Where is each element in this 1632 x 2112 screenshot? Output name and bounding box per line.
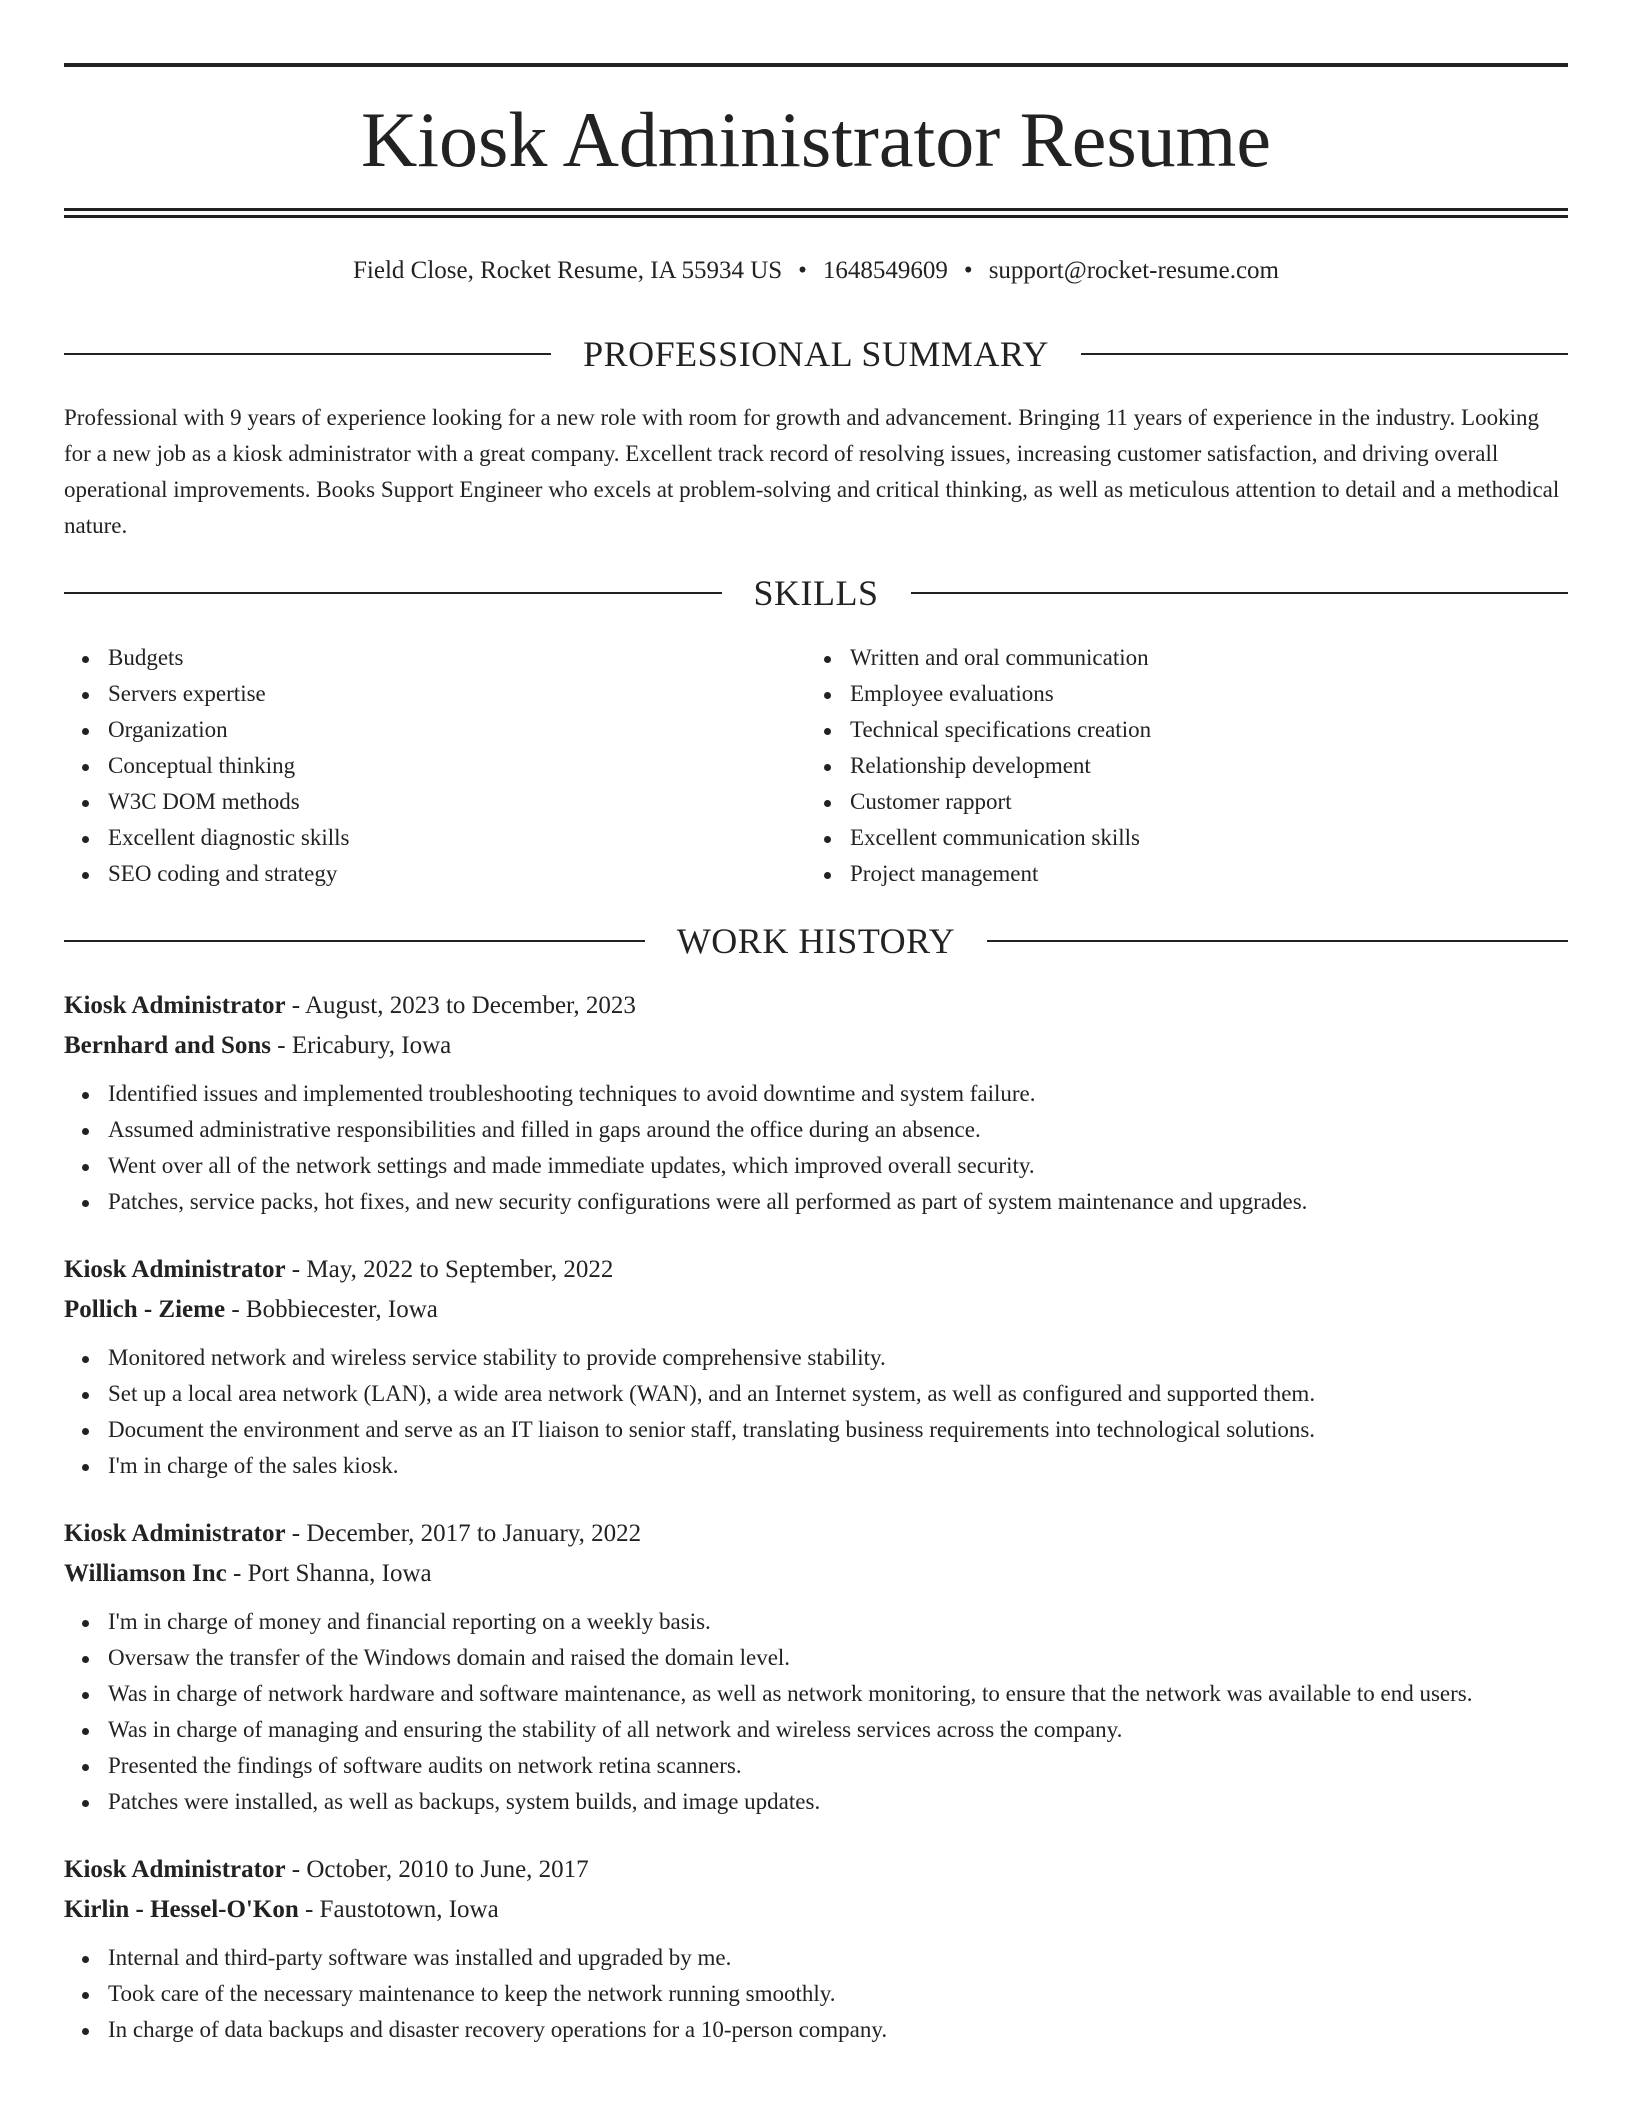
job-dates: December, 2017 to January, 2022 <box>306 1520 642 1547</box>
job-entry <box>64 1250 1568 1484</box>
job-title-line: Kiosk Administrator - December, 2017 to January, 2022 <box>64 1520 642 1547</box>
contact-address: Field Close, Rocket Resume, IA 55934 US <box>353 257 783 284</box>
skill-item: Written and oral communication <box>806 640 1506 676</box>
skills-list-left <box>64 640 764 892</box>
job-duty-item: Oversaw the transfer of the Windows domain and raised the domain level. <box>64 1640 1568 1676</box>
job-duty-item: Document the environment and serve as an IT liaison to senior staff, translating business requirements into technological solutions. <box>64 1412 1568 1448</box>
job-duty-item: Identified issues and implemented troubleshooting techniques to avoid downtime and system failure. <box>64 1076 1568 1112</box>
divider <box>64 353 551 355</box>
job-duty-item: I'm in charge of the sales kiosk. <box>64 1448 1568 1484</box>
job-title: Kiosk Administrator <box>64 1856 286 1883</box>
divider <box>911 592 1569 594</box>
job-company-line: Kirlin - Hessel-O'Kon - Faustotown, Iowa <box>64 1896 499 1923</box>
header-top-rule <box>64 63 1568 67</box>
job-title: Kiosk Administrator <box>64 1256 286 1283</box>
skill-item: SEO coding and strategy <box>64 856 764 892</box>
job-location: Bobbiecester, Iowa <box>245 1296 438 1323</box>
job-company-line: Williamson Inc - Port Shanna, Iowa <box>64 1560 432 1587</box>
job-entry <box>64 1514 1568 1820</box>
job-duty-item: Patches, service packs, hot fixes, and new security configurations were all performed as part of system maintenance and upgrades. <box>64 1184 1568 1220</box>
skill-item: Organization <box>64 712 764 748</box>
job-duties-list <box>64 1604 1568 1820</box>
job-dates: May, 2022 to September, 2022 <box>306 1256 614 1283</box>
job-location: Ericabury, Iowa <box>291 1032 452 1059</box>
skill-item: Servers expertise <box>64 676 764 712</box>
job-company-line: Bernhard and Sons - Ericabury, Iowa <box>64 1032 452 1059</box>
job-duty-item: I'm in charge of money and financial reporting on a weekly basis. <box>64 1604 1568 1640</box>
job-company: Williamson Inc <box>64 1560 227 1587</box>
job-duty-item: Presented the findings of software audits on network retina scanners. <box>64 1748 1568 1784</box>
contact-separator: • <box>798 257 807 284</box>
section-header-skills <box>64 571 1568 615</box>
resume-title: Kiosk Administrator Resume <box>361 96 1271 183</box>
job-entry <box>64 1850 1568 2048</box>
skill-item: W3C DOM methods <box>64 784 764 820</box>
divider <box>64 592 722 594</box>
skill-item: Budgets <box>64 640 764 676</box>
contact-phone: 1648549609 <box>822 257 948 284</box>
job-title: Kiosk Administrator <box>64 1520 286 1547</box>
job-dates: August, 2023 to December, 2023 <box>305 992 636 1019</box>
skill-item: Relationship development <box>806 748 1506 784</box>
job-company: Kirlin - Hessel-O'Kon <box>64 1896 299 1923</box>
job-location: Faustotown, Iowa <box>319 1896 499 1923</box>
job-location: Port Shanna, Iowa <box>247 1560 432 1587</box>
job-company-line: Pollich - Zieme - Bobbiecester, Iowa <box>64 1296 438 1323</box>
job-duty-item: Set up a local area network (LAN), a wide area network (WAN), and an Internet system, as well as configured and supported them. <box>64 1376 1568 1412</box>
divider <box>1081 353 1568 355</box>
job-duty-item: Monitored network and wireless service stability to provide comprehensive stability. <box>64 1340 1568 1376</box>
divider <box>987 940 1568 942</box>
section-header-work <box>64 919 1568 963</box>
skill-item: Conceptual thinking <box>64 748 764 784</box>
job-entry <box>64 986 1568 1220</box>
job-title-line: Kiosk Administrator - October, 2010 to June, 2017 <box>64 1856 589 1883</box>
job-duty-item: Assumed administrative responsibilities and filled in gaps around the office during an absence. <box>64 1112 1568 1148</box>
section-title-skills: SKILLS <box>753 573 879 613</box>
skill-item: Excellent communication skills <box>806 820 1506 856</box>
job-dates: October, 2010 to June, 2017 <box>306 1856 589 1883</box>
skill-item: Excellent diagnostic skills <box>64 820 764 856</box>
job-duty-item: Internal and third-party software was installed and upgraded by me. <box>64 1940 1568 1976</box>
professional-summary: Professional with 9 years of experience looking for a new role with room for growth and advancement. Bringing 11 years of experience in the industry. Looking for a new job as a kiosk administrator with a great company. Excellent track record of resolving issues, increasing customer satisfaction, and driving overall operational improvements. Books Support Engineer who excels at problem-solving and critical thinking, as well as meticulous attention to detail and a methodical nature. <box>64 405 1560 538</box>
job-duty-item: In charge of data backups and disaster recovery operations for a 10-person company. <box>64 2012 1568 2048</box>
skill-item: Employee evaluations <box>806 676 1506 712</box>
divider <box>64 940 645 942</box>
contact-line <box>64 254 1568 288</box>
skills-list-right <box>806 640 1506 892</box>
job-duties-list <box>64 1076 1568 1220</box>
job-duty-item: Patches were installed, as well as backups, system builds, and image updates. <box>64 1784 1568 1820</box>
job-duty-item: Was in charge of network hardware and software maintenance, as well as network monitoring, to ensure that the network was available to end users. <box>64 1676 1568 1712</box>
job-title: Kiosk Administrator <box>64 992 286 1019</box>
contact-email: support@rocket-resume.com <box>988 257 1279 284</box>
job-duties-list <box>64 1940 1568 2048</box>
job-duty-item: Went over all of the network settings and made immediate updates, which improved overall security. <box>64 1148 1568 1184</box>
skill-item: Customer rapport <box>806 784 1506 820</box>
job-duty-item: Took care of the necessary maintenance to keep the network running smoothly. <box>64 1976 1568 2012</box>
contact-separator: • <box>963 257 973 284</box>
job-title-line: Kiosk Administrator - August, 2023 to December, 2023 <box>64 992 636 1019</box>
section-header-summary <box>64 332 1568 376</box>
skill-item: Project management <box>806 856 1506 892</box>
job-title-line: Kiosk Administrator - May, 2022 to September, 2022 <box>64 1256 614 1283</box>
job-duty-item: Was in charge of managing and ensuring the stability of all network and wireless services across the company. <box>64 1712 1568 1748</box>
skill-item: Technical specifications creation <box>806 712 1506 748</box>
job-duties-list <box>64 1340 1568 1484</box>
section-title-summary: PROFESSIONAL SUMMARY <box>583 334 1049 374</box>
work-history-list <box>64 986 1568 2078</box>
section-title-work: WORK HISTORY <box>676 921 956 961</box>
header-double-rule <box>64 208 1568 218</box>
job-company: Bernhard and Sons <box>64 1032 272 1059</box>
job-company: Pollich - Zieme <box>64 1296 226 1323</box>
